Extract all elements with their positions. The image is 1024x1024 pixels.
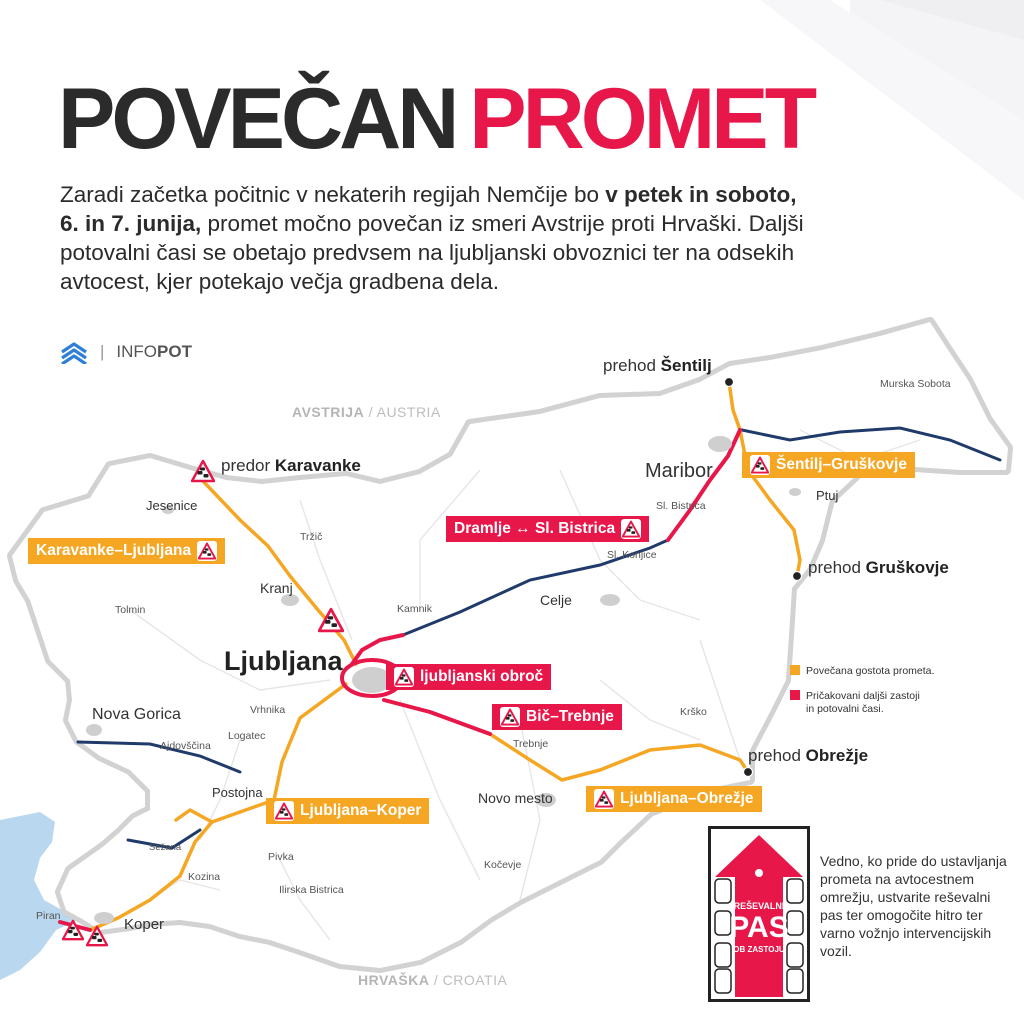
congestion-warning-icon	[500, 707, 520, 727]
town-ilirska-bistrica: Ilirska Bistrica	[279, 884, 344, 896]
town-sl-bistrica: Sl. Bistrica	[656, 500, 706, 512]
badge-ljubljana-koper-label: Ljubljana–Koper	[300, 802, 422, 819]
badge-ljubljanski-obroc	[386, 664, 551, 690]
city-postojna: Postojna	[212, 785, 263, 800]
crossing-gruskovje	[808, 558, 949, 578]
badge-karavanke-ljubljana-label: Karavanke–Ljubljana	[36, 542, 192, 559]
badge-sentilj-gruskovje-label: Šentilj–Gruškovje	[776, 456, 907, 473]
infopot-chevron-icon	[60, 340, 88, 364]
headline	[58, 71, 814, 167]
rescue-sign-line3: OB ZASTOJU	[733, 945, 785, 954]
congestion-warning-icon	[197, 541, 217, 561]
legend-orange	[790, 665, 934, 678]
badge-bic-trebnje	[492, 704, 622, 730]
country-label-austria	[292, 404, 441, 420]
crossing-sentilj	[603, 356, 712, 376]
rescue-sign-line1: REŠEVALNI	[733, 901, 785, 911]
town-logatec: Logatec	[228, 730, 266, 742]
city-celje: Celje	[540, 592, 572, 608]
badge-ljubljana-obrezje-label: Ljubljana–Obrežje	[620, 790, 754, 807]
town-ajdovscina: Ajdovščina	[160, 740, 211, 752]
town-pivka: Pivka	[268, 851, 294, 863]
congestion-warning-icon	[394, 667, 414, 687]
congestion-warning-icon	[750, 455, 770, 475]
badge-ljubljana-obrezje	[586, 786, 762, 812]
intro-text-2: promet močno povečan iz smeri Avstrije proti Hrvaški. Daljši potovalni časi se obetajo predvsem na ljubljanski obvoznici ter na odsekih avtocest, kjer potekajo večja gradbena dela.	[60, 211, 804, 294]
city-nova-gorica: Nova Gorica	[92, 706, 181, 723]
rescue-lane-note: Vedno, ko pride do ustavljanja prometa na avtocestnem omrežju, ustvarite reševalni pas ter omogočite hitro ter varno vožnjo intervencijskih vozil.	[820, 853, 1007, 959]
legend-red	[790, 690, 920, 716]
rescue-lane-sign	[708, 826, 810, 1002]
country-austria-en: AUSTRIA	[376, 404, 441, 420]
country-label-croatia	[358, 972, 507, 988]
legend-red-label-2: in potovalni časi.	[806, 703, 884, 715]
congestion-warning-icon	[274, 801, 294, 821]
city-kranj: Kranj	[260, 580, 293, 596]
legend-red-label-1: Pričakovani daljši zastoji	[806, 690, 920, 702]
city-ljubljana: Ljubljana	[224, 646, 343, 676]
town-kozina: Kozina	[188, 871, 221, 883]
brand-name-light: INFO	[116, 342, 158, 361]
tunnel-karavanke-prefix: predor	[221, 456, 275, 475]
crossing-sentilj-name: Šentilj	[660, 356, 712, 375]
country-austria-sep: /	[364, 404, 377, 420]
brand-logo	[60, 340, 192, 364]
crossing-obrezje-name: Obrežje	[805, 746, 869, 765]
brand-separator: |	[100, 342, 105, 361]
brand-name-bold: POT	[157, 342, 192, 361]
country-croatia-si: HRVAŠKA	[358, 972, 430, 988]
tunnel-karavanke-name: Karavanke	[274, 456, 361, 475]
town-sl-konjice: Sl. Konjice	[607, 549, 657, 561]
crossing-gruskovje-prefix: prehod	[808, 558, 866, 577]
intro-date: v petek in soboto, 6. in 7. junija,	[60, 182, 797, 236]
city-novo-mesto: Novo mesto	[478, 790, 553, 806]
crossing-obrezje-prefix: prehod	[748, 746, 806, 765]
rescue-sign-line2: PAS	[729, 911, 789, 944]
intro-text	[60, 180, 820, 296]
legend-red-swatch	[790, 690, 800, 700]
town-trebnje: Trebnje	[513, 738, 549, 750]
city-koper: Koper	[124, 916, 165, 933]
badge-dramlje-bistrica-label: Dramlje ↔ Sl. Bistrica	[454, 520, 616, 537]
city-ptuj: Ptuj	[816, 488, 839, 503]
badge-ljubljanski-obroc-label: ljubljanski obroč	[420, 668, 544, 685]
city-jesenice: Jesenice	[146, 498, 198, 513]
congestion-warning-icon	[594, 789, 614, 809]
town-trzic: Tržič	[300, 531, 323, 543]
congestion-warning-icon	[621, 519, 641, 539]
tunnel-karavanke	[221, 456, 361, 476]
legend-orange-label: Povečana gostota prometa.	[806, 665, 935, 677]
city-maribor: Maribor	[645, 460, 713, 482]
country-croatia-sep: /	[429, 972, 443, 988]
headline-part2: PROMET	[469, 71, 814, 167]
town-kamnik: Kamnik	[397, 603, 433, 615]
badge-bic-trebnje-label: Bič–Trebnje	[526, 708, 614, 725]
legend-orange-swatch	[790, 665, 800, 675]
headline-part1: POVEČAN	[58, 71, 456, 167]
town-piran: Piran	[36, 910, 61, 922]
badge-dramlje-bistrica	[446, 516, 649, 542]
town-sezana: Sežana	[149, 842, 182, 853]
crossing-obrezje	[748, 746, 868, 766]
badge-sentilj-gruskovje	[742, 452, 915, 478]
crossing-gruskovje-name: Gruškovje	[865, 558, 949, 577]
town-krsko: Krško	[680, 706, 707, 718]
country-austria-si: AVSTRIJA	[292, 404, 365, 420]
intro-text-1: Zaradi začetka počitnic v nekaterih regijah Nemčije bo	[60, 182, 606, 207]
town-tolmin: Tolmin	[115, 604, 146, 616]
country-croatia-en: CROATIA	[442, 972, 508, 988]
badge-ljubljana-koper	[266, 798, 429, 824]
town-vrhnika: Vrhnika	[250, 704, 286, 716]
town-murska-sobota: Murska Sobota	[880, 378, 951, 390]
badge-karavanke-ljubljana	[28, 538, 225, 564]
crossing-sentilj-prefix: prehod	[603, 356, 661, 375]
town-kocevje: Kočevje	[484, 859, 522, 871]
